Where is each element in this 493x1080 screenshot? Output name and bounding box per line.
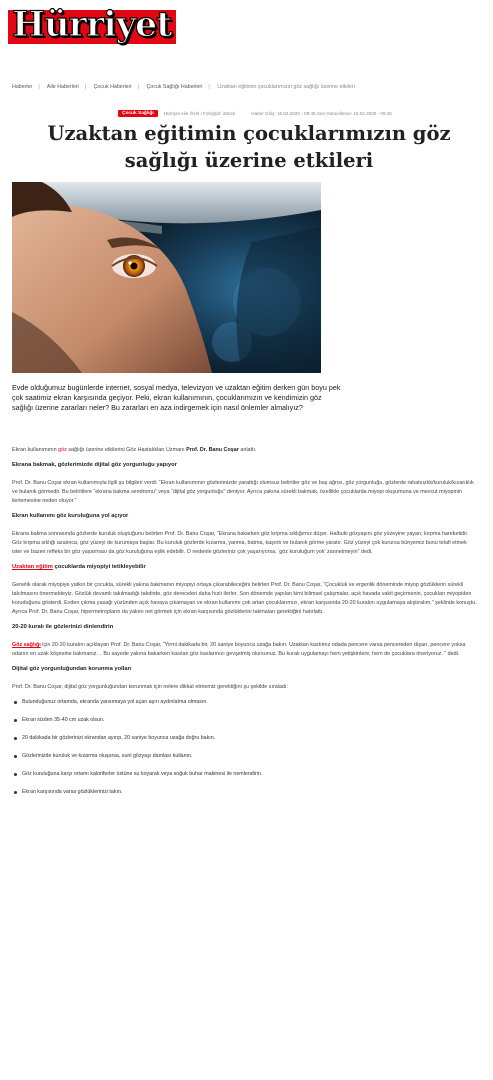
article-source: Hürriyet Aile Özel / Fotoğraf: iStock: [163, 111, 236, 116]
article-meta: [118, 110, 488, 117]
logo-text: Hürriyet: [12, 4, 172, 45]
breadcrumb-item-cocuk-haberleri[interactable]: Çocuk Haberleri: [93, 84, 132, 90]
breadcrumb-item-haberler[interactable]: Haberler: [12, 84, 33, 90]
breadcrumb-item-aile-haberleri[interactable]: Aile Haberleri: [46, 84, 79, 90]
section-heading-2: Ekran kullanımı göz kuruluğuna yol açıyor: [12, 513, 129, 519]
breadcrumb-separator: |: [38, 84, 40, 90]
hero-eye-exam-photo: [12, 182, 321, 373]
hero-image: [12, 182, 321, 373]
list-item: Ekran sizden 35-40 cm uzak olsun.: [12, 716, 478, 725]
doctor-name: Prof. Dr. Banu Coşar: [186, 447, 239, 453]
intro-text: Ekran kullanımının: [12, 447, 59, 453]
section-heading-1: Ekrana bakmak, gözlerimizde dijital göz yorgunluğu yapıyor: [12, 462, 177, 468]
section-heading-4: 20-20 kuralı ile gözlerinizi dinlendirin: [12, 624, 114, 630]
goz-keyword-link[interactable]: göz: [58, 447, 67, 453]
breadcrumb-separator: |: [84, 84, 87, 90]
section-paragraph-4-text: için 20-20 kuralını açıklayan Prof. Dr. Banu Coşar, “Yirmi dakikada bir, 20 saniye boyunca uzağa bakın. Uzaktan kastımız odada pencere varsa pencereden dışarı, pencere yoksa odanın en uzak köşesine bakmanız… Bu sayede yakına bakarken kasılan göz kaslarınızı gevşetmiş olursunuz. Bu kuralı uygulamayı hem yetişkinlere, hem de çocuklara öneriyoruz. ” dedi.: [12, 642, 466, 657]
intro-text-3: anlattı.: [238, 447, 257, 453]
list-item: Bulunduğunuz ortamda, ekranda yansımaya yol açan aşırı aydınlatma olmasın.: [12, 698, 478, 707]
breadcrumb-separator: |: [137, 84, 139, 90]
list-item: Göz kuruluğuna karşı ortamı kaloriferler üstüne su koyarak veya soğuk buhar makinesi ile nemlendirin.: [12, 770, 478, 779]
breadcrumb-separator: |: [208, 84, 210, 90]
breadcrumb-current: Uzaktan eğitimin çocuklarımızın göz sağlığı üzerine etkileri: [217, 84, 355, 90]
breadcrumb: [12, 84, 482, 90]
section-paragraph-2: Ekrana bakma sonrasında gözlerde kuruluk oluştuğunu belirten Prof. Dr. Banu Coşar, “Ekrana bakarken göz kırpma sıklığımız düşer. Halbuki gözyaşını göz yüzeyine yayan; kırpma hareketidir. Göz kırpma sıklığı azalınca, göz yüzeyi de kurumaya başlar. Bu kuruluk gözlerde kızarma, yanma, batma, kaşıntı ve bulanık görme yaratır. Göz yüzeyi çok kurursa bünyemiz bunu telafi etmek ister ve bazen refleks bir göz yaşarması da göz kuruluğuna eşlik edebilir. O nedenle gözleriniz çok yaşarıyorsa, ‘göz kuruluğum yok’ zannetmeyin” dedi.: [12, 531, 469, 555]
article-lead: Evde olduğumuz bugünlerde internet, sosyal medya, televizyon ve uzaktan eğitim derken gün boyu pek çok saatimiz ekran karşısında geçiyor. Peki, ekran kullanımının, çocuklarımızın ve kendimizin göz sağlığı üzerine zararları neler? Bu zararları en aza indirgemek için nasıl önlemler almalıyız?: [12, 383, 341, 412]
breadcrumb-item-cocuk-sagligi-haberleri[interactable]: Çocuk Sağlığı Haberleri: [146, 84, 203, 90]
uzaktan-egitim-link[interactable]: Uzaktan eğitim: [12, 564, 53, 570]
goz-sagligi-link[interactable]: Göz sağlığı: [12, 642, 41, 648]
section-heading-3: [12, 563, 478, 572]
hurriyet-logo[interactable]: [8, 6, 176, 48]
list-item: Ekran karşısında varsa gözlüklerinizi takın.: [12, 788, 478, 797]
section-paragraph-1: Prof. Dr. Banu Coşar ekran kullanımıyla ilgili şu bilgileri verdi: “Ekran kullanımının gözlerimizde yarattığı olumsuz belirtiler göz ve baş ağrısı, göz yorgunluğu, gözlerde rahatsızlık/kuruluk/kızarıklık ve bulanık görmedir. Bu belirtilere “ekrana bakma sendromu” veya “dijital göz yorgunluğu” deniyor. Ayrıca yakına sürekli bakmak, özellikle çocuklarda miyopi oluşumuna ve mevcut miyopinin ilerlemesine neden oluyor.”: [12, 480, 474, 504]
section-paragraph-3: Genetik olarak miyopiye yatkın bir çocukta, sürekli yakına bakmanın miyopiyi ortaya çıkarabileceğini belirten Prof. Dr. Banu Coşar, “Çocukluk ve ergenlik döneminde miyop gözlüklerin sürekli takılmasını önermekteyiz. Gözlük devamlı takılmadığı takdirde, göz dereceleri daha hızlı ilerler. Son dönemde yapılan kimi bilimsel çalışmalar, açık havada vakit geçirmenin, çocukları miyopiden koruduğunu gösterdi. Evden çıkma yasağı yüzünden açık havaya çıkamayan ve ekran kullanımı çok artan çocuklarımızı, ekran karşısında 20-20 kuralını uygulamaya alıştıralım.” şeklinde konuştu. Ayrıca Prof. Dr. Banu Coşar, hipermetropların da yakını net görmek için ekran karşısında gözlüklerini takmaları gerektiğini hatırlattı.: [12, 582, 477, 615]
section-heading-5: Dijital göz yorgunluğundan korunma yolları: [12, 666, 132, 672]
article-title: Uzaktan eğitimin çocuklarımızın göz sağlığı üzerine etkileri: [47, 122, 451, 172]
section-paragraph-4: [12, 641, 478, 659]
section-heading-3-text: çocuklarda miyopiyi tetikleyebilir: [52, 564, 146, 570]
intro-paragraph: [12, 446, 478, 455]
article-dates: Haber Giriş: 16.04.2020 - 09:45,Son Güncelleme: 16.04.2020 - 09:45: [251, 111, 392, 116]
section-paragraph-5: Prof. Dr. Banu Coşar, dijital göz yorgunluğundan korunmak için nelere dikkat etmemiz gerektiğini şu şekilde sıraladı:: [12, 684, 288, 690]
category-badge[interactable]: Çocuk Sağlığı: [118, 110, 158, 117]
intro-text-2: sağlığı üzerine etkilerini Göz Hastalıkları Uzmanı: [66, 447, 187, 453]
tips-list: [12, 698, 478, 797]
list-item: Gözlerinizde kuruluk ve kızarma oluşursa, suni gözyaşı damlası kullanın.: [12, 752, 478, 761]
article-body: [12, 446, 478, 806]
list-item: 20 dakikada bir gözlerinizi ekrandan ayırıp, 20 saniye boyunca uzağa doğru bakın.: [12, 734, 478, 743]
